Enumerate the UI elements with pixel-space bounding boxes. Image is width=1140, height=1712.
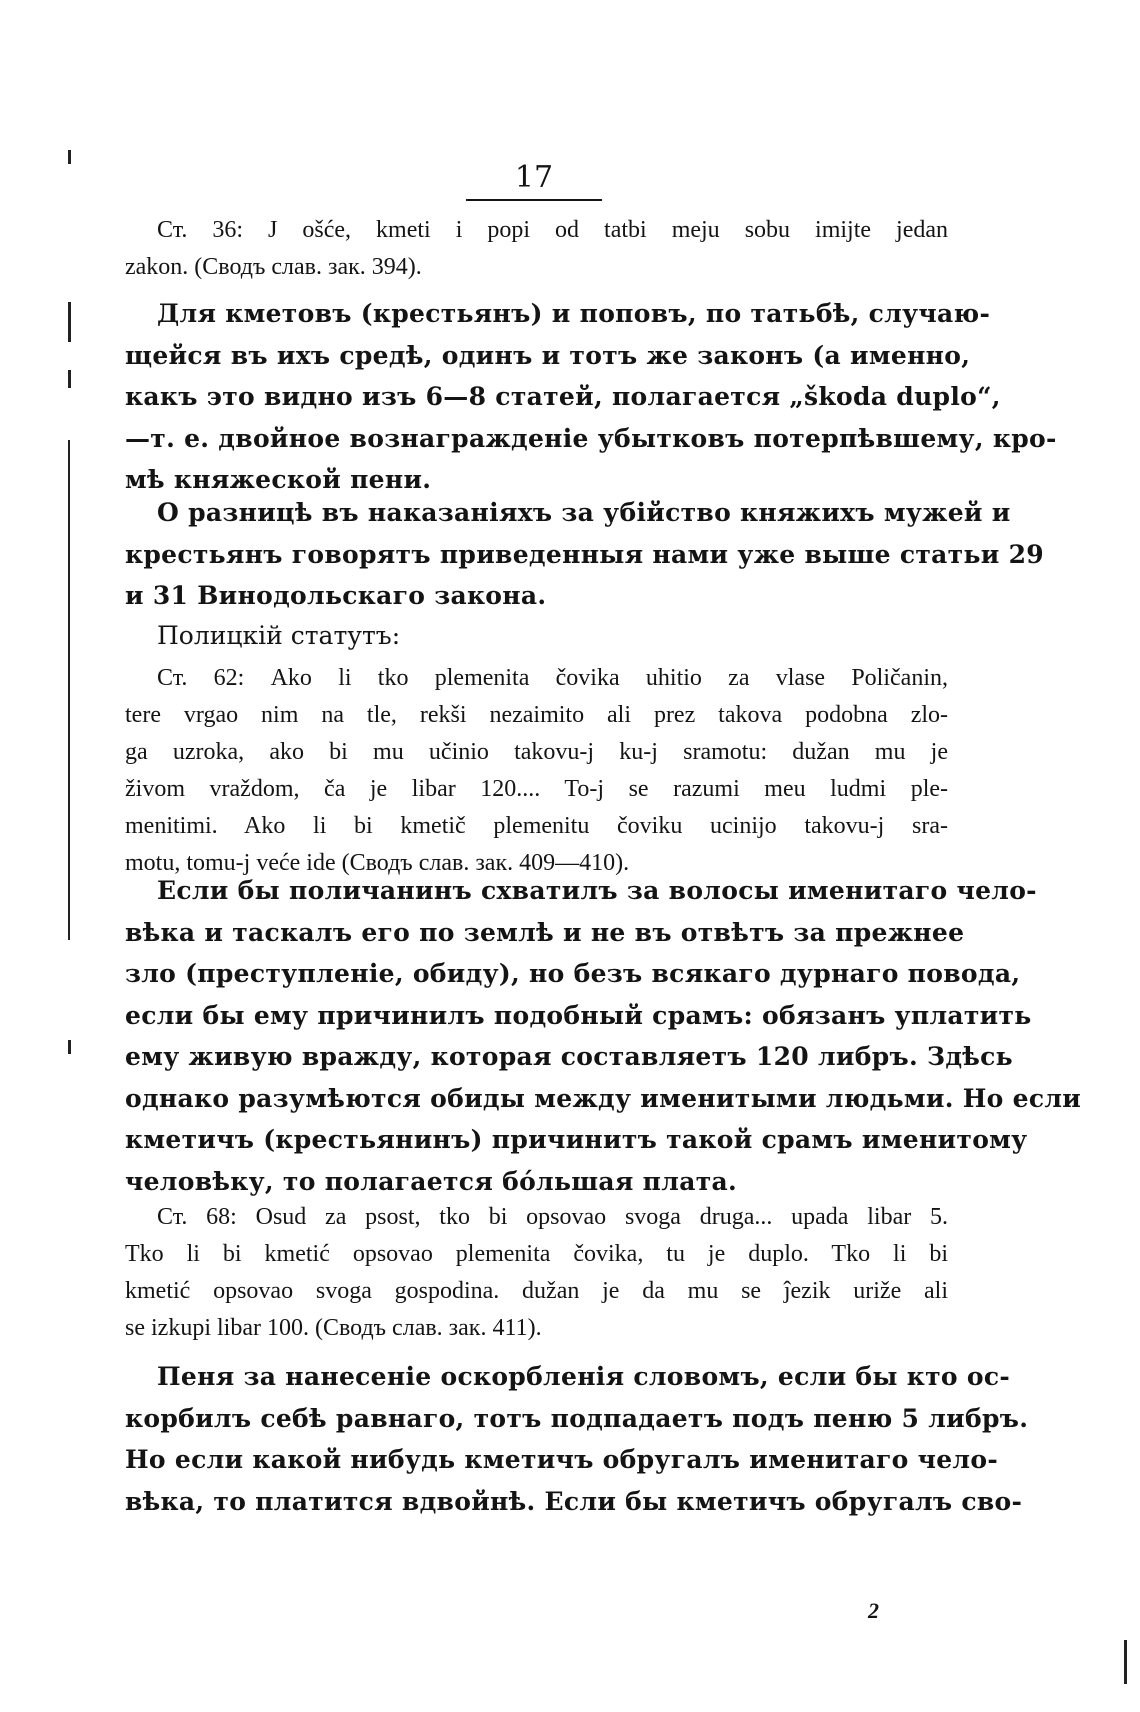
page-number-rule [466,199,602,201]
text-line: и 31 Винодольскаго закона. [125,581,547,610]
murder-penalties-paragraph [125,492,1044,617]
text-line: крестьянъ говорятъ приведенныя нами уже выше статьи 29 [125,539,1044,569]
text-line: Ст. 68: Osud za psost, tko bi opsovao svoga druga... upada libar 5. [157,1204,948,1230]
text-line: zakon. (Сводъ слав. зак. 394). [125,254,422,280]
text-line: živom vraždom, ča je libar 120.... To-j se razumi meu ludmi ple- [125,776,948,802]
text-line: se izkupi libar 100. (Сводъ слав. зак. 411). [125,1315,542,1341]
text-line: menitimi. Ako li bi kmetič plemenitu čoviku ucinijo takovu-j sra- [125,813,948,839]
text-line: Для кметовъ (крестьянъ) и поповъ, по татьбѣ, случаю- [157,299,991,328]
text-line: щейся въ ихъ средѣ, одинъ и тотъ же законъ (а именно, [125,340,971,370]
text-line: однако разумѣются обиды между именитыми людьми. Но если [125,1083,1082,1113]
article-36-commentary [125,293,1057,501]
article-68-quote [125,1199,948,1347]
text-line: Ст. 62: Ako li tko plemenita čovika uhitio za vlase Poličanin, [157,665,948,691]
printer-signature: 2 [868,1598,879,1623]
text-line: Tko li bi kmetić opsovao plemenita čovika, tu je duplo. Tko li bi [125,1241,948,1267]
article-36-quote [125,212,948,286]
section-heading: Полицкій статутъ: [157,621,401,650]
text-line: зло (преступленіе, обиду), но безъ всякаго дурнаго повода, [125,959,1021,988]
text-line: tere vrgao nim na tle, rekši nezaimito ali prez takova podobna zlo- [125,702,948,728]
page-number: 17 [514,160,554,195]
scan-margin-mark [68,1040,71,1054]
text-line: motu, tomu-j veće ide (Сводъ слав. зак. 409—410). [125,850,630,876]
text-line: если бы ему причинилъ подобный срамъ: обязанъ уплатить [125,1000,1032,1030]
text-line: кметичъ (крестьянинъ) причинитъ такой срамъ именитому [125,1125,1028,1154]
polica-statute-heading [125,616,948,656]
text-line: Пеня за нанесеніе оскорбленія словомъ, если бы кто ос- [157,1362,1011,1391]
text-line: ga uzroka, ako bi mu učinio takovu-j ku-j sramotu: dužan mu je [125,739,948,765]
text-line: О разницѣ въ наказаніяхъ за убійство княжихъ мужей и [157,498,1011,527]
text-line: kmetić opsovao svoga gospodina. dužan je da mu se ĵezik uriže ali [125,1278,948,1304]
text-line: —т. е. двойное вознагражденіе убытковъ потерпѣвшему, кро- [125,423,1057,453]
text-line: вѣка и таскалъ его по землѣ и не въ отвѣтъ за прежнее [125,917,965,947]
scan-margin-mark [68,302,71,342]
text-line: какъ это видно изъ 6—8 статей, полагается „škoda duplo“, [125,382,1001,411]
text-line: Если бы поличанинъ схватилъ за волосы именитаго чело- [157,876,1037,905]
text-line: Но если какой нибудь кметичъ обругалъ именитаго чело- [125,1445,999,1474]
text-line: мѣ княжеской пени. [125,465,432,494]
scan-margin-mark [68,370,71,388]
article-68-commentary [125,1356,1029,1522]
text-line: корбилъ себѣ равнаго, тотъ подпадаетъ подъ пеню 5 либръ. [125,1403,1029,1433]
text-line: человѣку, то полагается бо́льшая плата. [125,1166,737,1196]
text-line: Ст. 36: J ošće, kmeti i popi od tatbi meju sobu imijte jedan [157,217,948,243]
scan-margin-mark [1124,1640,1127,1684]
text-line: вѣка, то платится вдвойнѣ. Если бы кметичъ обругалъ сво- [125,1486,1023,1516]
article-62-quote [125,660,948,882]
text-line: ему живую вражду, которая составляетъ 120 либръ. Здѣсь [125,1042,1013,1071]
scan-margin-mark [68,440,70,940]
article-62-commentary [125,870,1082,1202]
scan-margin-mark [68,150,71,164]
